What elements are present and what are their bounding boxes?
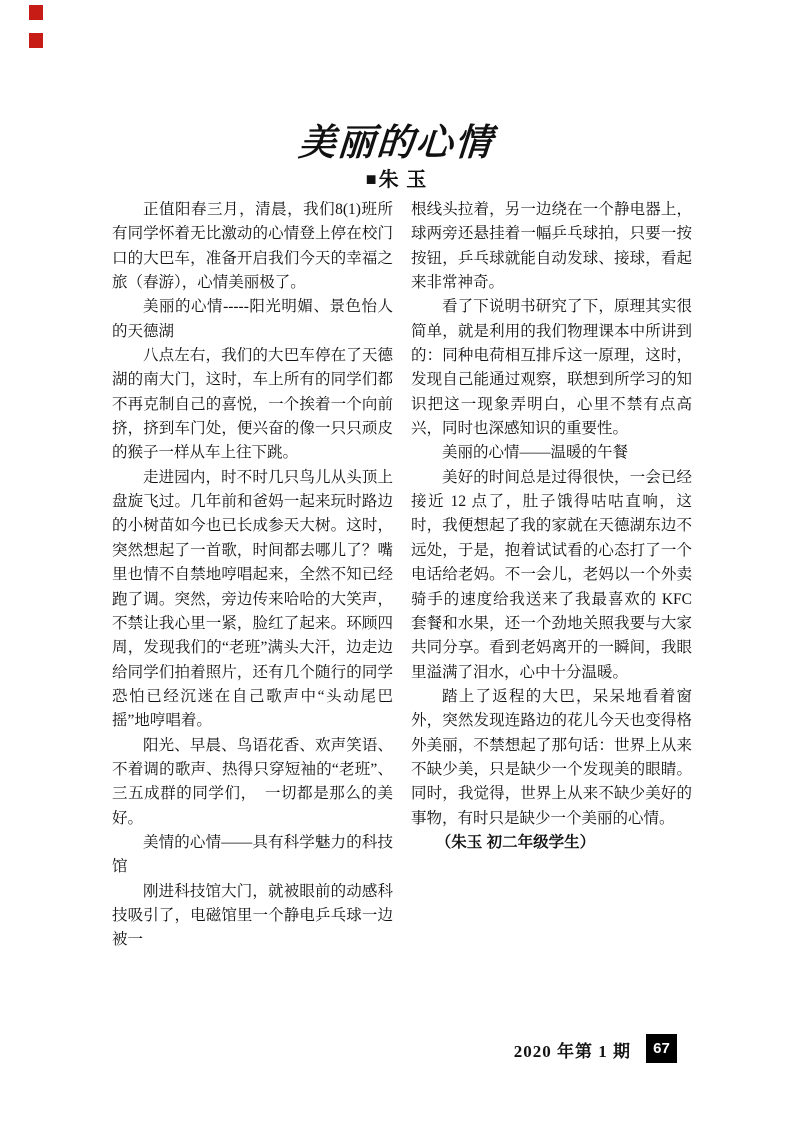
paragraph: 美情的心情——具有科学魅力的科技馆 bbox=[112, 833, 393, 876]
paragraph: 刚进科技馆大门，就被眼前的动感科技吸引了，电磁馆里一个静电乒乓球一边被一 bbox=[112, 882, 393, 949]
paragraph: 看了下说明书研究了下，原理其实很简单，就是利用的我们物理课本中所讲到的：同种电荷相互排斥这一原理，这时，发现自己能通过观察，联想到所学习的知识把这一现象弄明白，心里不禁有点高兴，同时也深感知识的重要性。 bbox=[411, 298, 692, 438]
left-column bbox=[112, 198, 393, 953]
right-column bbox=[411, 198, 692, 953]
paragraph: 美好的时间总是过得很快，一会已经接近 12 点了，肚子饿得咕咕直响，这时，我便想起了我的家就在天德湖东边不远处，于是，抱着试试看的心态打了一个电话给老妈。不一会儿，老妈以一个外卖骑手的速度给我送来了我最喜欢的 KFC 套餐和水果，还一个劲地关照我要与大家共同分享。看到老妈离开的一瞬间，我眼里溢满了泪水，心中十分温暖。 bbox=[411, 468, 692, 681]
article-body bbox=[112, 198, 692, 953]
issue-label: 2020 年第 1 期 bbox=[513, 1042, 631, 1061]
paragraph: 美丽的心情——温暖的午餐 bbox=[442, 444, 629, 462]
paragraph: 根线头拉着，另一边绕在一个静电器上，球两旁还悬挂着一幅乒乓球拍，只要一按按钮，乒乓球就能自动发球、接球，看起来非常神奇。 bbox=[411, 201, 692, 292]
paragraph: 美丽的心情-----阳光明媚、景色怡人的天德湖 bbox=[112, 298, 393, 340]
red-registration-mark bbox=[29, 5, 43, 20]
paragraph: 踏上了返程的大巴，呆呆地看着窗外，突然发现连路边的花儿今天也变得格外美丽，不禁想起了那句话：世界上从来不缺少美，只是缺少一个发现美的眼睛。同时，我觉得，世界上从来不缺少美好的事物，有时只是缺少一个美丽的心情。 bbox=[411, 687, 692, 827]
paragraph: 八点左右，我们的大巴车停在了天德湖的南大门，这时，车上所有的同学们都不再克制自己的喜悦，一个挨着一个向前挤，挤到车门处，便兴奋的像一只只顽皮的猴子一样从车上往下跳。 bbox=[112, 347, 393, 462]
page-footer bbox=[0, 1032, 793, 1064]
paragraph: 正值阳春三月，清晨，我们8(1)班所有同学怀着无比激动的心情登上停在校门口的大巴车，准备开启我们今天的幸福之旅（春游），心情美丽极了。 bbox=[112, 201, 393, 292]
red-registration-mark bbox=[29, 33, 43, 48]
paragraph: （朱玉 初二年级学生） bbox=[435, 833, 596, 851]
square-bullet-icon: ■ bbox=[365, 169, 378, 189]
article-title: 美丽的心情 bbox=[297, 123, 496, 164]
paragraph: 走进园内，时不时几只鸟儿从头顶上盘旋飞过。几年前和爸妈一起来玩时路边的小树苗如今也已长成参天大树。这时，突然想起了一首歌，时间都去哪儿了？嘴里也情不自禁地哼唱起来，全然不知已经跑了调。突然，旁边传来哈哈的大笑声，不禁让我心里一紧，脸红了起来。环顾四周，发现我们的“老班”满头大汗，边走边给同学们拍着照片，还有几个随行的同学恐怕已经沉迷在自己歌声中“头动尾巴摇”地哼唱着。 bbox=[112, 468, 393, 730]
author-line bbox=[0, 163, 793, 192]
author-name: 朱 玉 bbox=[378, 169, 428, 191]
paragraph: 阳光、早晨、鸟语花香、欢声笑语、不着调的歌声、热得只穿短袖的“老班”、三五成群的同学们， 一切都是那么的美好。 bbox=[112, 736, 393, 827]
page-number-badge: 67 bbox=[646, 1034, 677, 1063]
